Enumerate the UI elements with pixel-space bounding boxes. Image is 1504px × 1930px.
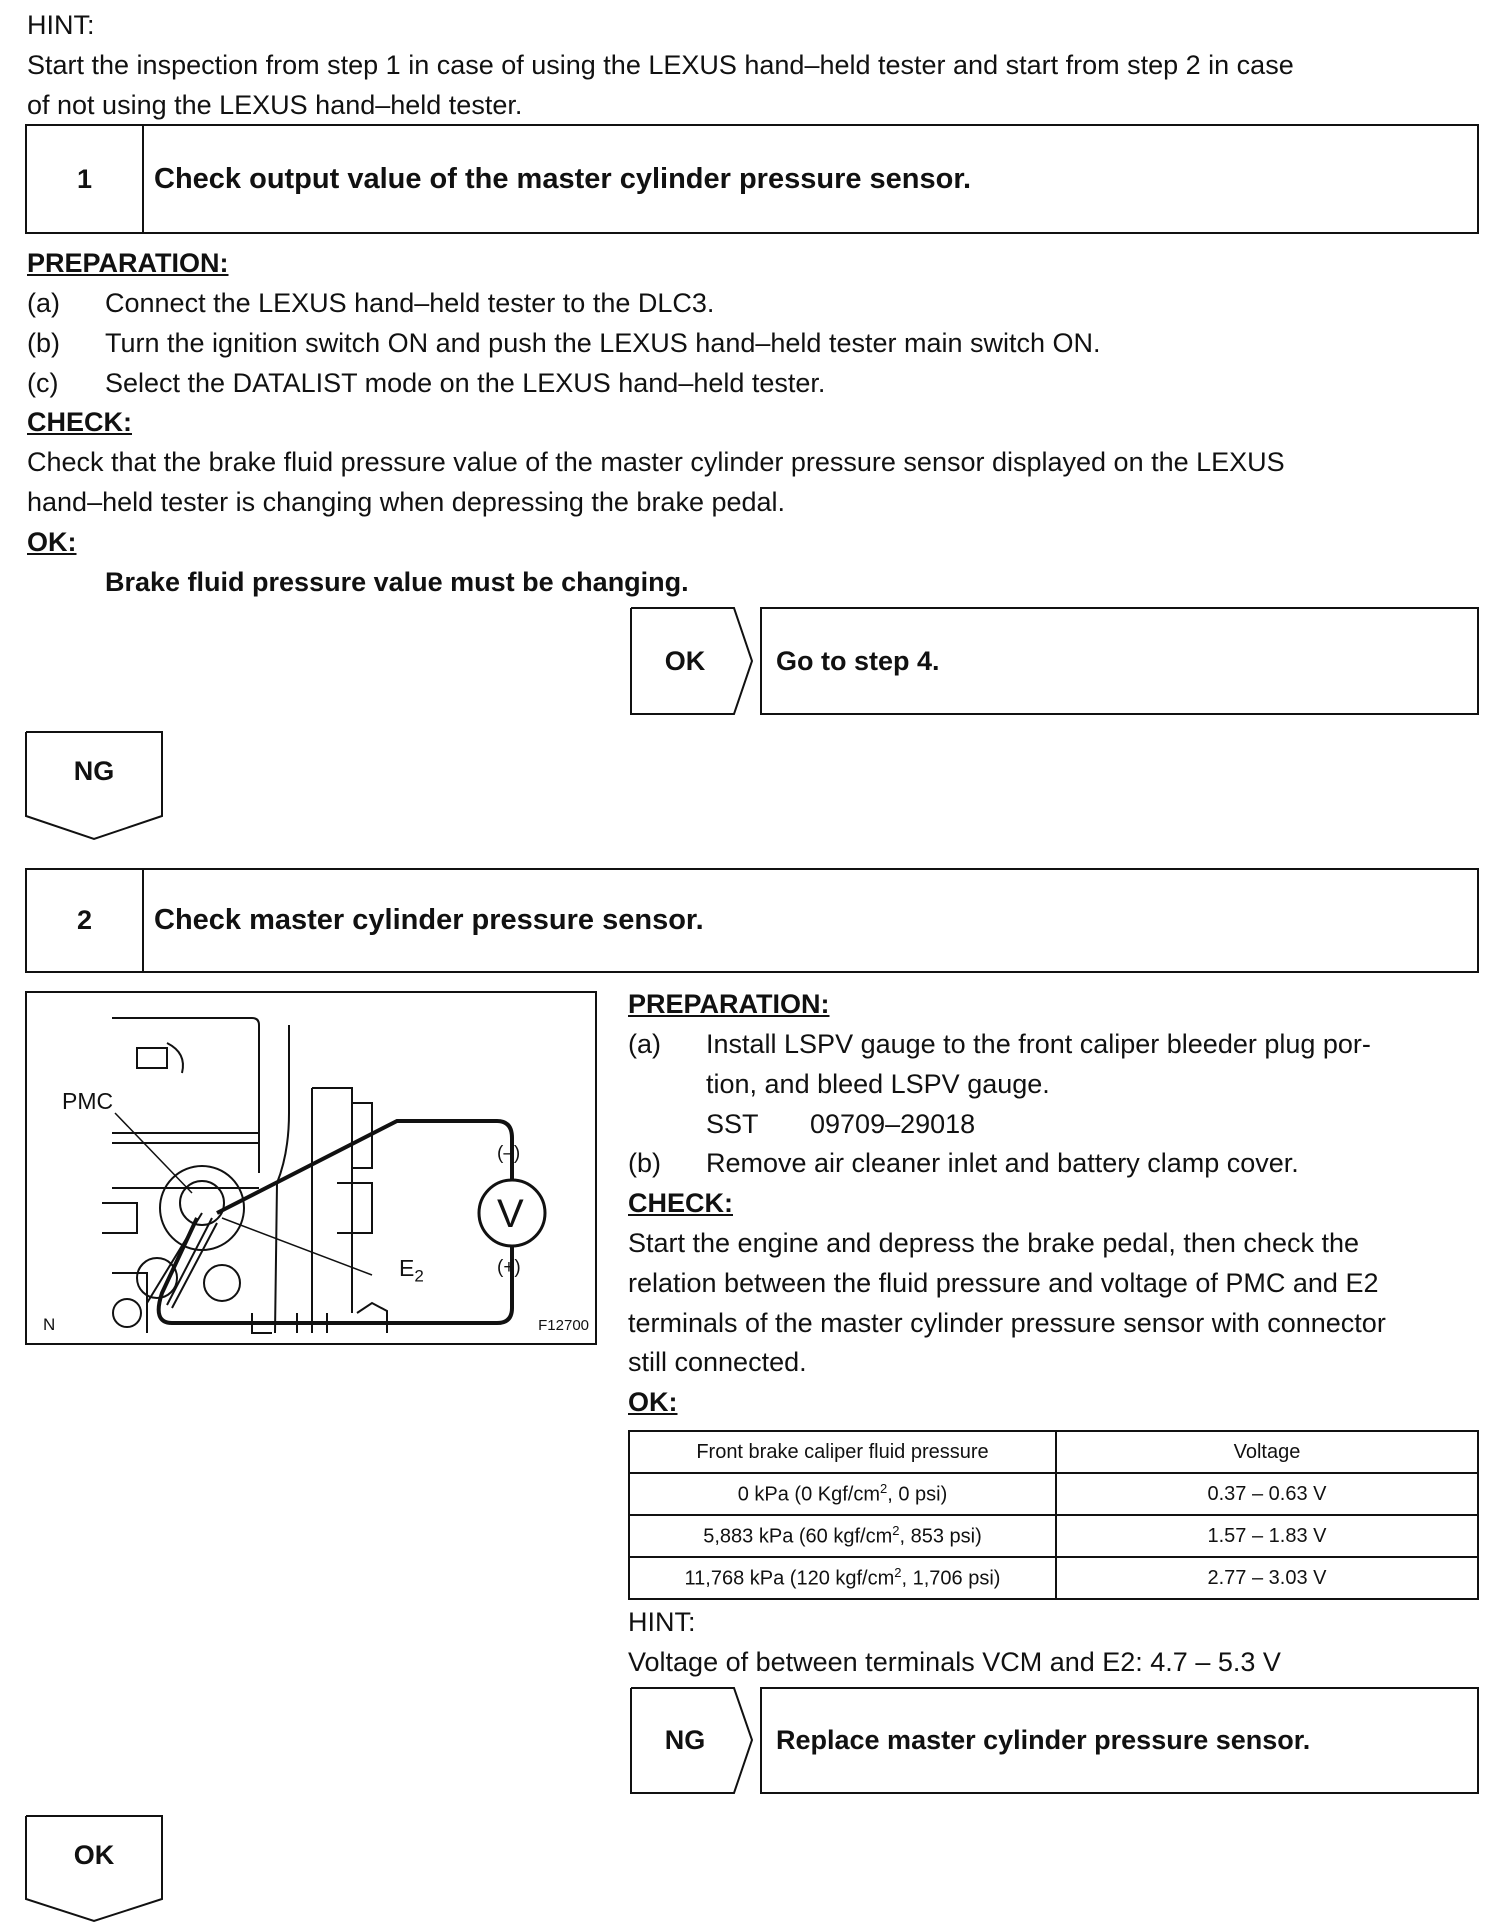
hint-label: HINT: xyxy=(27,10,95,40)
step-number: 2 xyxy=(27,870,144,971)
prep-text: Install LSPV gauge to the front caliper bleeder plug por- xyxy=(706,1029,1371,1059)
ok-criteria: Brake fluid pressure value must be changing. xyxy=(105,567,689,597)
result-text: Replace master cylinder pressure sensor. xyxy=(760,1687,1479,1794)
e2-label xyxy=(399,1255,424,1287)
e2-text: E xyxy=(399,1255,415,1281)
voltage-cell: 1.57 – 1.83 V xyxy=(1056,1515,1478,1557)
step-title: Check master cylinder pressure sensor. xyxy=(154,904,704,936)
result-label: OK xyxy=(73,1839,115,1870)
hint-line: of not using the LEXUS hand–held tester. xyxy=(27,90,523,120)
pressure-text: 0 kPa (0 Kgf/cm xyxy=(737,1483,880,1506)
pressure-voltage-table xyxy=(628,1430,1479,1600)
check-line: still connected. xyxy=(628,1347,807,1377)
hint-line: Start the inspection from step 1 in case of using the LEXUS hand–held tester and start from step 2 in case xyxy=(27,50,1294,80)
step-number: 1 xyxy=(27,126,144,232)
prep-text: Remove air cleaner inlet and battery clamp cover. xyxy=(706,1148,1299,1178)
step-title: Check output value of the master cylinder pressure sensor. xyxy=(154,162,972,195)
hint-label: HINT: xyxy=(628,1607,696,1637)
preparation-label: PREPARATION: xyxy=(27,248,229,278)
voltage-cell: 0.37 – 0.63 V xyxy=(1056,1473,1478,1515)
superscript: 2 xyxy=(894,1565,902,1581)
pmc-label: PMC xyxy=(62,1088,114,1114)
result-label: OK xyxy=(664,645,706,676)
prep-text: Select the DATALIST mode on the LEXUS hand–held tester. xyxy=(105,368,826,398)
prep-mark: (b) xyxy=(27,328,60,358)
pressure-text: , 1,706 psi) xyxy=(901,1567,1001,1590)
voltage-cell: 2.77 – 3.03 V xyxy=(1056,1557,1478,1599)
result-ng-down xyxy=(25,731,165,843)
table-header-row xyxy=(629,1431,1478,1473)
column-header: Voltage xyxy=(1056,1431,1478,1473)
column-header: Front brake caliper fluid pressure xyxy=(629,1431,1056,1473)
superscript: 2 xyxy=(892,1523,900,1539)
result-ok-go-step-4 xyxy=(630,607,1479,715)
step-2-header xyxy=(25,868,1479,973)
pressure-cell xyxy=(629,1473,1056,1515)
engine-diagram xyxy=(27,993,597,1345)
sensor-illustration xyxy=(25,991,597,1345)
prep-mark: (a) xyxy=(628,1029,661,1059)
hint-text: Voltage of between terminals VCM and E2: 4.7 – 5.3 V xyxy=(628,1647,1281,1677)
prep-text: Connect the LEXUS hand–held tester to the DLC3. xyxy=(105,288,715,318)
table-row xyxy=(629,1557,1478,1599)
prep-text: tion, and bleed LSPV gauge. xyxy=(706,1069,1050,1099)
pressure-text: 11,768 kPa (120 kgf/cm xyxy=(684,1567,895,1590)
prep-mark: (c) xyxy=(27,368,59,398)
pressure-cell xyxy=(629,1515,1056,1557)
pressure-text: , 0 psi) xyxy=(887,1483,948,1506)
pressure-text: , 853 psi) xyxy=(899,1525,982,1548)
voltmeter-symbol: V xyxy=(497,1192,524,1236)
superscript: 2 xyxy=(880,1481,888,1497)
figure-code: F12700 xyxy=(538,1317,589,1334)
ok-label: OK: xyxy=(628,1387,678,1417)
positive-terminal: (+) xyxy=(497,1257,521,1278)
pressure-cell xyxy=(629,1557,1056,1599)
prep-mark: (b) xyxy=(628,1148,661,1178)
table-row xyxy=(629,1473,1478,1515)
result-label: NG xyxy=(664,1725,706,1755)
figure-corner-mark: N xyxy=(43,1315,56,1334)
check-line: Start the engine and depress the brake pedal, then check the xyxy=(628,1228,1360,1258)
ok-label: OK: xyxy=(27,527,77,557)
result-ok-down xyxy=(25,1815,165,1927)
check-line: terminals of the master cylinder pressure sensor with connector xyxy=(628,1308,1386,1338)
check-label: CHECK: xyxy=(628,1188,733,1218)
sst-label: SST xyxy=(706,1109,759,1139)
negative-terminal: (–) xyxy=(497,1143,521,1164)
pressure-text: 5,883 kPa (60 kgf/cm xyxy=(703,1525,893,1548)
table-row xyxy=(629,1515,1478,1557)
result-label: NG xyxy=(73,755,115,786)
preparation-label: PREPARATION: xyxy=(628,989,830,1019)
result-ng-replace-sensor xyxy=(630,1687,1479,1794)
check-line: hand–held tester is changing when depressing the brake pedal. xyxy=(27,487,786,517)
check-line: Check that the brake fluid pressure value of the master cylinder pressure sensor displayed on the LEXUS xyxy=(27,447,1285,477)
prep-mark: (a) xyxy=(27,288,60,318)
sst-number: 09709–29018 xyxy=(810,1109,976,1139)
check-line: relation between the fluid pressure and voltage of PMC and E2 xyxy=(628,1268,1379,1298)
e2-subscript: 2 xyxy=(414,1266,424,1286)
check-label: CHECK: xyxy=(27,407,132,437)
step-1-header xyxy=(25,124,1479,234)
result-text: Go to step 4. xyxy=(760,607,1479,715)
prep-text: Turn the ignition switch ON and push the LEXUS hand–held tester main switch ON. xyxy=(105,328,1101,358)
